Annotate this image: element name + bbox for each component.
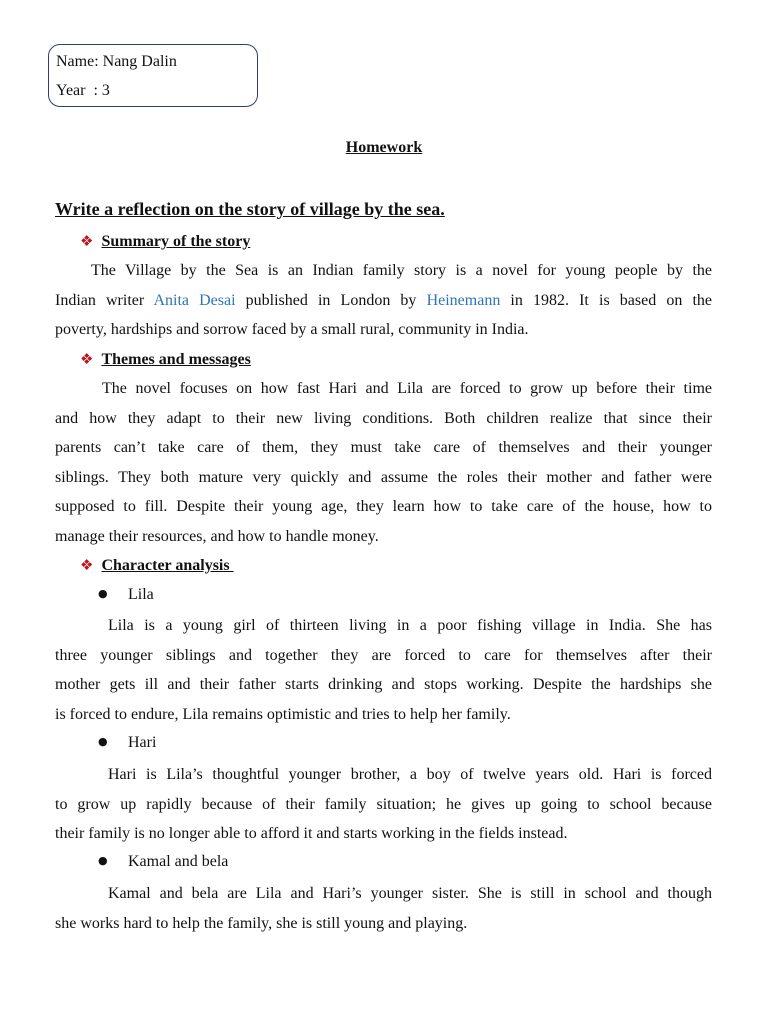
student-year: Year : 3 [56, 82, 110, 99]
text-run: in 1982. It is based on the [500, 291, 712, 309]
lila-paragraph [55, 611, 712, 729]
paragraph-line: manage their resources, and how to handle money. [55, 527, 379, 545]
paragraph-line: she works hard to help the family, she is still young and playing. [55, 914, 468, 932]
character-name: Lila [128, 586, 154, 603]
paragraph-line: siblings. They both mature very quickly and assume the roles their mother and father were [55, 468, 712, 486]
publisher-link[interactable]: Heinemann [426, 291, 501, 309]
bullet-dot-icon: ● [98, 854, 108, 867]
paragraph-line: mother gets ill and their father starts drinking and stops working. Despite the hardships she [55, 676, 712, 694]
student-info-box [48, 44, 258, 107]
paragraph-line: Kamal and bela are Lila and Hari’s younger sister. She is still in school and though [108, 885, 712, 902]
paragraph-line: supposed to fill. Despite their young age, they learn how to take care of the house, how to [55, 498, 712, 516]
paragraph-line: poverty, hardships and sorrow faced by a small rural, community in India. [55, 321, 529, 339]
section-heading-characters [80, 556, 234, 575]
section-heading-text: Character analysis [101, 557, 234, 574]
bullet-dot-icon: ● [98, 735, 108, 748]
document-title: Homework [345, 139, 423, 156]
section-heading-summary [80, 232, 250, 251]
character-bullet-lila [98, 586, 154, 604]
section-heading-text: Themes and messages [101, 351, 251, 368]
assignment-heading: Write a reflection on the story of village by the sea. [55, 199, 445, 219]
diamond-bullet-icon: ❖ [80, 556, 94, 574]
diamond-bullet-icon: ❖ [80, 350, 94, 368]
bullet-dot-icon: ● [98, 587, 108, 600]
paragraph-line: parents can’t take care of them, they must take care of themselves and their younger [55, 439, 712, 457]
paragraph-line: their family is no longer able to afford it and starts working in the fields instead. [55, 825, 568, 843]
hari-paragraph [55, 760, 712, 849]
paragraph-line: The Village by the Sea is an Indian family story is a novel for young people by the [91, 262, 712, 279]
paragraph-line: Hari is Lila’s thoughtful younger brother, a boy of twelve years old. Hari is forced [108, 766, 712, 783]
paragraph-line: to grow up rapidly because of their family situation; he gives up going to school because [55, 795, 712, 813]
kamal-bela-paragraph [55, 879, 712, 938]
character-bullet-hari [98, 734, 156, 752]
student-name: Name: Nang Dalin [56, 53, 177, 70]
paragraph-line [55, 286, 712, 316]
paragraph-line: Lila is a young girl of thirteen living in a poor fishing village in India. She has [108, 617, 712, 634]
paragraph-line: is forced to endure, Lila remains optimistic and tries to help her family. [55, 705, 511, 723]
paragraph-line: three younger siblings and together they are forced to care for themselves after their [55, 646, 712, 664]
text-run: Indian writer [55, 291, 154, 309]
diamond-bullet-icon: ❖ [80, 232, 94, 250]
character-name: Kamal and bela [128, 853, 229, 870]
themes-paragraph [55, 374, 712, 552]
paragraph-line: The novel focuses on how fast Hari and Lila are forced to grow up before their time [102, 380, 712, 397]
author-link[interactable]: Anita Desai [153, 291, 236, 309]
character-bullet-kamal-bela [98, 853, 228, 871]
character-name: Hari [128, 734, 157, 751]
summary-paragraph [55, 256, 712, 345]
paragraph-line: and how they adapt to their new living conditions. Both children realize that since their [55, 409, 712, 427]
section-heading-text: Summary of the story [101, 233, 251, 250]
text-run: published in London by [235, 291, 427, 309]
section-heading-themes [80, 350, 251, 369]
